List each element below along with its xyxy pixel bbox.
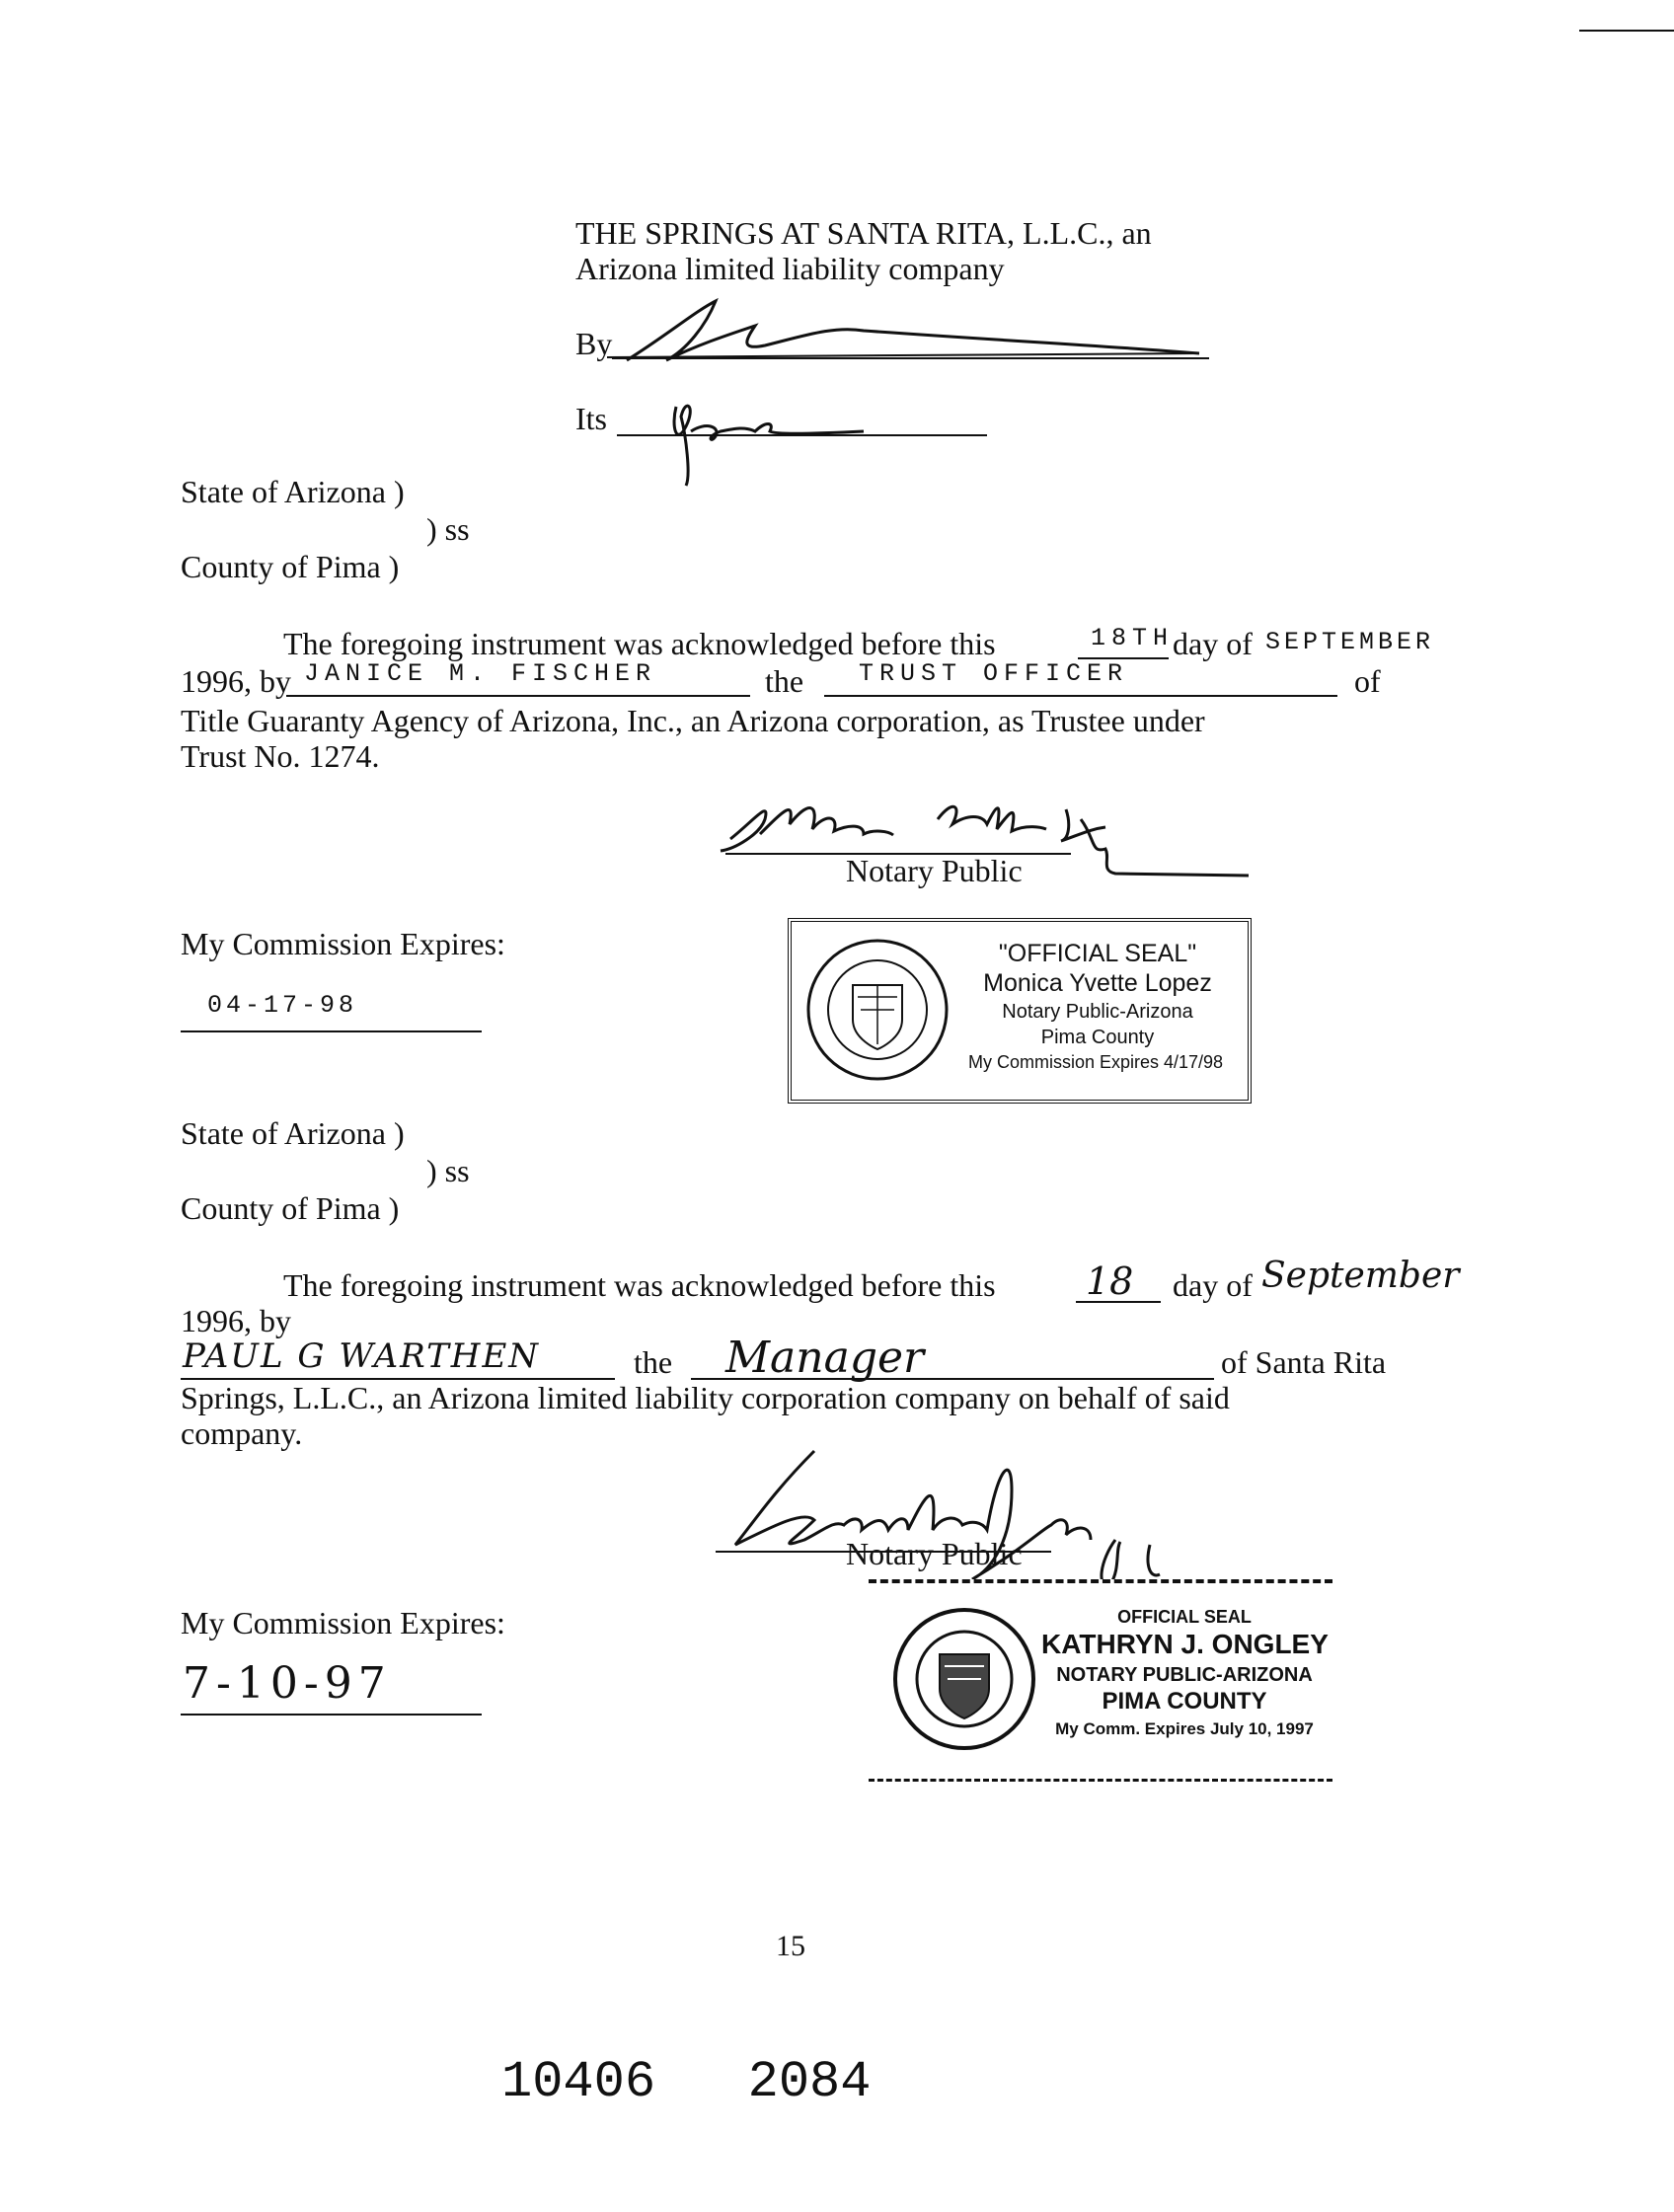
seal2-name: KATHRYN J. ONGLEY [1041,1629,1329,1659]
commission1-line [181,1030,482,1032]
venue1-county: County of Pima ) [181,549,400,584]
commission1-label: My Commission Expires: [181,926,505,961]
ack2-the-label: the [634,1344,673,1380]
commission1-value: 04-17-98 [207,991,358,1020]
ack1-name-value: JANICE M. FISCHER [304,659,657,688]
commission2-line [181,1714,482,1716]
scan-mark [1579,30,1674,32]
company-name-line2: Arizona limited liability company [575,251,1005,286]
venue2-county: County of Pima ) [181,1190,400,1226]
seal1-emblem [803,936,951,1084]
ack1-the-label: the [765,663,804,699]
ack2-day-line [1076,1301,1161,1303]
ack2-title-value: Manager [725,1333,925,1383]
ack2-day-of: day of [1173,1267,1253,1303]
ack2-year-by: 1996, by [181,1303,291,1338]
notary2-label: Notary Public [846,1536,1023,1571]
its-signature [666,387,864,486]
commission2-label: My Commission Expires: [181,1605,505,1640]
seal2-title: OFFICIAL SEAL [1117,1607,1252,1627]
ack2-day-value: 18 [1086,1259,1134,1303]
its-label: Its [575,401,607,436]
seal2-emblem [890,1605,1038,1753]
ack1-day-value: 18TH [1091,624,1175,652]
ack2-line4: company. [181,1415,303,1451]
venue2-state: State of Arizona ) [181,1115,405,1151]
seal2-line3: NOTARY PUBLIC-ARIZONA [1056,1664,1313,1686]
seal1-line3: Notary Public-Arizona [1002,1001,1193,1023]
ack2-line3: Springs, L.L.C., an Arizona limited liability corporation company on behalf of said [181,1380,1230,1415]
by-signature [607,296,1199,375]
ack2-month-value: September [1261,1256,1460,1296]
official-seal-1 [788,918,1252,1104]
ack1-month-value: SEPTEMBER [1265,628,1435,656]
ack1-name-line [286,695,750,697]
ack1-title-value: TRUST OFFICER [859,659,1129,688]
venue2-ss: ) ss [426,1153,470,1188]
ack1-title-line [824,695,1337,697]
ack1-line3: Title Guaranty Agency of Arizona, Inc., an Arizona corporation, as Trustee under [181,703,1205,738]
recording-number: 10406 2084 [501,2053,872,2111]
commission2-value: 7-10-97 [183,1658,392,1709]
ack1-day-of: day of [1173,626,1253,661]
seal1-name: Monica Yvette Lopez [983,969,1212,997]
venue1-ss: ) ss [426,511,470,547]
seal2-line5: My Comm. Expires July 10, 1997 [1055,1719,1314,1738]
ack1-year-by: 1996, by [181,663,291,699]
page-number: 15 [776,1930,805,1962]
seal2-line4: PIMA COUNTY [1102,1688,1267,1715]
company-name-line1: THE SPRINGS AT SANTA RITA, L.L.C., an [575,215,1152,251]
ack1-line4: Trust No. 1274. [181,738,380,774]
by-label: By [575,326,613,361]
official-seal-2 [869,1579,1332,1782]
ack2-line1-lead: The foregoing instrument was acknowledged before this [283,1267,996,1303]
notary1-label: Notary Public [846,853,1023,888]
ack2-of-label: of Santa Rita [1221,1344,1387,1380]
ack2-name-value: PAUL G WARTHEN [183,1336,541,1376]
ack1-of-label: of [1354,663,1381,699]
seal1-title: "OFFICIAL SEAL" [998,940,1197,967]
ack1-line1-lead: The foregoing instrument was acknowledged before this [283,626,996,661]
seal1-line4: Pima County [1040,1027,1155,1048]
venue1-state: State of Arizona ) [181,474,405,509]
seal1-line5: My Commission Expires 4/17/98 [967,1052,1224,1072]
